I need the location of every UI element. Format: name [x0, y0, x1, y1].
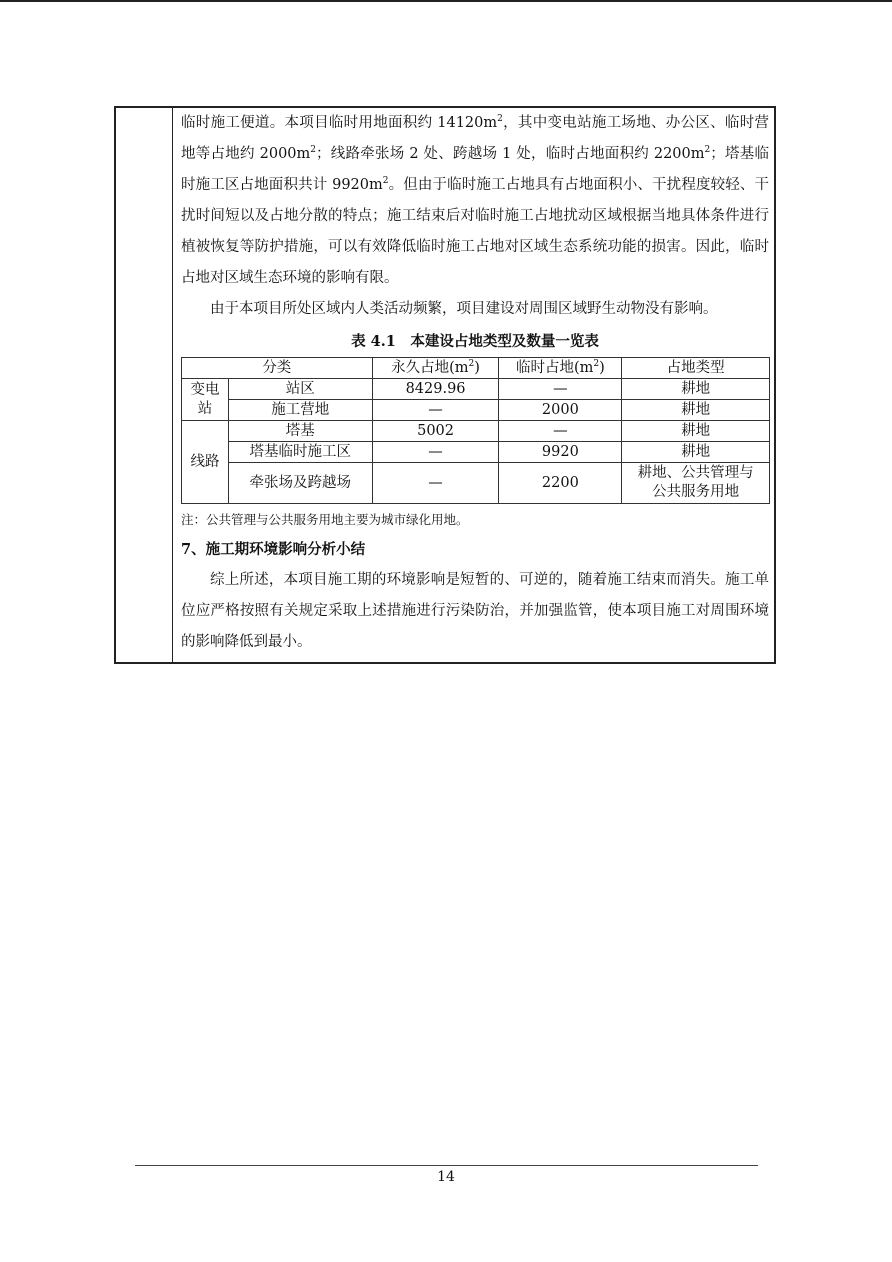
- header-temporary: [499, 358, 622, 379]
- footer-rule: [135, 1165, 758, 1166]
- header-text: ): [474, 360, 480, 376]
- paragraph-temporary-land-use: [181, 108, 769, 294]
- superscript: 2: [593, 359, 600, 370]
- header-category: 分类: [182, 358, 373, 379]
- cell-item: 塔基: [228, 421, 372, 442]
- report-content: [181, 108, 769, 658]
- land-type-line: 耕地、公共管理与: [637, 465, 754, 481]
- superscript: 2: [704, 145, 711, 156]
- superscript: 2: [497, 114, 503, 125]
- header-text: 永久占地(m: [391, 360, 469, 376]
- header-text: 临时占地(m: [515, 360, 594, 376]
- cell-permanent: 5002: [372, 421, 499, 442]
- paragraph-summary: 综上所述，本项目施工期的环境影响是短暂的、可逆的，随着施工结束而消失。施工单位应严格按照有关规定采取上述措施进行污染防治，并加强监管，使本项目施工对周围环境的影响降低到最小。: [181, 572, 769, 650]
- superscript: 2: [468, 359, 475, 370]
- cell-item: 塔基临时施工区: [228, 442, 372, 463]
- text-run: ；线路牵张场 2 处、跨越场 1 处，临时占地面积约 2200m: [316, 146, 705, 162]
- section-heading: 7、施工期环境影响分析小结: [181, 541, 366, 558]
- header-land-type: 占地类型: [622, 358, 770, 379]
- group-substation: [182, 379, 229, 421]
- header-permanent: [372, 358, 499, 379]
- text-run: ；塔基临时施工区占地面积共计 9920m: [181, 146, 769, 193]
- cell-land-type: 耕地: [622, 421, 770, 442]
- group-line: 线路: [182, 421, 229, 504]
- cell-temporary: 2200: [499, 463, 622, 504]
- cell-permanent: —: [372, 442, 499, 463]
- table-header-row: [182, 358, 770, 379]
- superscript: 2: [382, 176, 389, 187]
- table-row: [182, 379, 770, 400]
- text-run: 。但由于临时施工占地具有占地面积小、干扰程度较轻、干扰时间短以及占地分散的特点；施工结束后对临时施工占地扰动区域根据当地具体条件进行植被恢复等防护措施，可以有效降低临时施工占地对区域生态系统功能的损害。因此，临时占地对区域生态环境的影响有限。: [181, 177, 769, 286]
- text-run: ，其中变电站施工场地、办公区、临时营地等占地约 2000m: [181, 115, 769, 162]
- table-note: 注：公共管理与公共服务用地主要为城市绿化用地。: [181, 512, 469, 527]
- group-label: 变电站: [190, 381, 220, 417]
- land-use-table: [181, 357, 770, 504]
- table-row: [182, 442, 770, 463]
- cell-item: 站区: [228, 379, 372, 400]
- superscript: 2: [310, 145, 317, 156]
- cell-land-type: 耕地: [622, 442, 770, 463]
- cell-item: 施工营地: [228, 400, 372, 421]
- land-type-line: 公共服务用地: [652, 484, 740, 500]
- table-row: [182, 400, 770, 421]
- cell-temporary: —: [499, 421, 622, 442]
- frame-column-divider: [172, 108, 173, 662]
- table-row: [182, 463, 770, 504]
- cell-temporary: —: [499, 379, 622, 400]
- text-run: 临时施工便道。本项目临时用地面积约 14120m: [181, 115, 498, 131]
- cell-permanent: —: [372, 463, 499, 504]
- cell-land-type: 耕地: [622, 379, 770, 400]
- table-caption: 表 4.1 本建设占地类型及数量一览表: [351, 333, 599, 350]
- cell-permanent: 8429.96: [372, 379, 499, 400]
- cell-temporary: 2000: [499, 400, 622, 421]
- header-text: ): [599, 360, 605, 376]
- cell-land-type: 耕地: [622, 400, 770, 421]
- cell-item: 牵张场及跨越场: [228, 463, 372, 504]
- cell-land-type: [622, 463, 770, 504]
- page-number: 14: [437, 1169, 455, 1185]
- table-row: [182, 421, 770, 442]
- cell-temporary: 9920: [499, 442, 622, 463]
- paragraph-wildlife: 由于本项目所处区域内人类活动频繁，项目建设对周围区域野生动物没有影响。: [210, 301, 718, 317]
- page-top-border: [0, 0, 892, 2]
- cell-permanent: —: [372, 400, 499, 421]
